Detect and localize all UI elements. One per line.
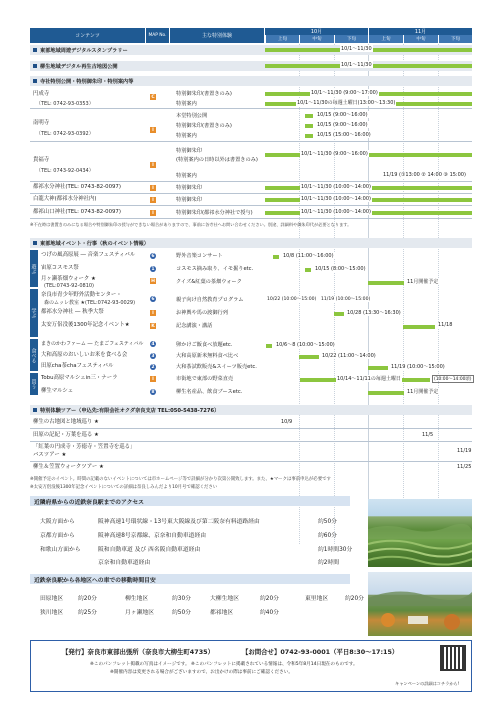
period-text: 10/1〜11/30 (10:00〜14:00) (301, 209, 371, 215)
autumn-hills-photo (368, 572, 472, 636)
access-route: 阪和自動車道 及び 西名阪自動車道経由 (98, 547, 201, 553)
period-bar (305, 134, 313, 138)
event-label: (特別案内の日時以外は書置きのみ) (176, 157, 258, 163)
row-divider (30, 193, 472, 194)
map-badge: I (150, 185, 156, 191)
period-bar (403, 325, 435, 329)
event-label: 大和茶試飲販売&スイーツ販売etc. (176, 364, 257, 370)
event-label: お神輿や馬の渡御行列 (176, 310, 228, 316)
header-period: 上旬 (265, 35, 299, 43)
area-time: 約50分 (172, 610, 191, 616)
period-text: 10/6〜8 (10:00〜15:00) (276, 342, 335, 348)
event-label: 特別案内 (176, 101, 197, 107)
event-section-title: 東部地域イベント・行事（秋のイベント情報） (30, 238, 472, 248)
event-name: 宙原コスモス祭 (41, 265, 79, 271)
row-divider (30, 218, 472, 219)
contact-text: 【お問合せ】0742-93-0001（平日8:30〜17:15） (242, 648, 399, 656)
row-divider (30, 141, 472, 142)
area-time: 約40分 (260, 610, 279, 616)
event-label: 特別御朱印(都祁水分神社で授与) (176, 210, 253, 216)
map-badge: 6 (151, 253, 155, 259)
area-name: 柳生地区 (125, 596, 149, 602)
event-label: 大和高原新米無料食べ比べ (176, 353, 239, 359)
row-divider (30, 181, 472, 182)
temple-name: 円成寺 (33, 91, 50, 97)
event-name: まきのかわファーム ― たまごフェスティバル (41, 341, 144, 347)
event-label: 特別御朱印 (176, 148, 202, 154)
grid-line (334, 44, 335, 544)
event-label: 本堂特別公開 (176, 113, 208, 119)
shrine-name: 都祁水分神社(TEL: 0743-82-0097) (33, 184, 121, 190)
header-map-no: MAP No. (146, 28, 169, 43)
old-map-row: 柳生地域デジタル再生古地図公開 (30, 61, 472, 71)
header-period: 中旬 (299, 35, 334, 43)
stamp-rally-row: 東部地域周遊デジタルスタンプラリー (30, 45, 472, 55)
map-badge: 2 (151, 364, 155, 370)
area-name: 大柳生地区 (210, 596, 239, 602)
access-from: 京都方面から (40, 533, 75, 539)
period-text: 11/5 (422, 432, 434, 438)
footnote: ※太安万侶没後1300年記念イベントについての詳細は奈良しみんだより10月号で確認ください (30, 485, 218, 490)
row-divider (30, 428, 472, 429)
row-divider (30, 441, 472, 442)
temple-section-title: 寺社特別公開・特別御朱印・特別案内等 (30, 76, 472, 86)
event-label: 特別御朱印(書置きのみ) (176, 91, 232, 97)
area-name: 田原地区 (40, 596, 64, 602)
area-name: 月ヶ瀬地区 (125, 610, 154, 616)
map-badge: I (150, 162, 156, 168)
event-label: 特別御朱印 (176, 197, 202, 203)
period-text: 10/22 (10:00〜15:00) 11/19 (10:00〜15:00) (267, 297, 371, 302)
map-badge: I (150, 210, 156, 216)
header-nov: 11月 (369, 28, 472, 35)
access-title: 近隣府県からの近鉄奈良駅までのアクセス (30, 496, 350, 506)
period-text: 10/8 (11:00〜16:00) (283, 253, 334, 259)
period-text: 11/25 (457, 464, 472, 470)
map-badge: 6 (151, 296, 155, 302)
access-time: 約1時間30分 (318, 547, 353, 553)
qr-code[interactable] (440, 645, 466, 671)
map-badge: I (150, 197, 156, 203)
event-name: 田原cha茶chaフェスティバル (41, 363, 114, 369)
access2-title: 近鉄奈良駅から各地区への車での移動時間目安 (30, 574, 350, 584)
event-label: 特別御朱印 (176, 185, 202, 191)
period-text: 10/1〜11/30 (10:00〜14:00) (301, 184, 371, 190)
issuer-text: 【発行】奈良市東部出張所（奈良市大柳生町4735） (62, 648, 214, 656)
tour-name: 「紅葉の円成寺・芳徳寺・笠置寺を巡る」 (33, 444, 136, 450)
period-text: 10/15 (8:00〜15:00) (315, 266, 366, 272)
area-time: 約20分 (78, 596, 97, 602)
period-text: 10/1〜11/30 (341, 46, 372, 52)
event-label: 記念講演・講話 (176, 323, 213, 329)
category-buy: 買う (30, 373, 38, 395)
map-badge: 8 (151, 389, 155, 395)
area-time: 約30分 (172, 596, 191, 602)
temple-name: 南明寺 (33, 120, 50, 126)
period-text: 10/1〜11/30の毎週土曜日(13:00〜13:30) (297, 100, 396, 106)
tour-name: 柳生の古地図と地域巡り ★ (33, 419, 99, 425)
header-oct: 10月 (265, 28, 368, 35)
row-divider (30, 108, 472, 109)
period-bar (334, 312, 344, 316)
header-period: 下旬 (438, 35, 472, 43)
temple-note: ※不在時は書置きのみになる場合や特別御朱印の授与ができない場合がありますので、事前に各寺社へお問い合わせください。別途、詳細料や御朱印代が必要となります。 (30, 222, 352, 227)
period-bar (368, 366, 388, 370)
period-text: 11/19 (①13:00 ② 14:00 ③ 15:00) (383, 172, 466, 178)
event-label: 卵かけご飯食べ放題etc. (176, 342, 233, 348)
access-from: 大阪方面から (40, 519, 75, 525)
footnote: ※開催予定のイベント。時間の記載のないイベントについては市ホームページ等で詳細が分かり次第公開致します。また、★マークは事前申込が必要です (30, 477, 331, 482)
map-badge: H (151, 278, 155, 284)
event-name: 大和高原のおいしいお米を食べる会 (41, 352, 128, 358)
header-period: 下旬 (334, 35, 368, 43)
event-name: 太安万侶没後1300年記念イベント★ (41, 322, 130, 328)
map-badge: K (151, 323, 155, 329)
period-text: 10/1〜11/30 (9:00〜16:00) (301, 151, 368, 157)
access-time: 約50分 (318, 519, 337, 525)
header-period: 上旬 (368, 35, 403, 43)
period-text: 10/1〜11/30 (9:00〜17:00) (311, 90, 378, 96)
category-play: 遊ぶ (30, 250, 38, 287)
footer-note: ※このパンフレット掲載の写真はイメージです。 ※このパンフレットに掲載されている情報は、令和5年8月14日現在のものです。 (90, 662, 358, 667)
area-name: 東里地区 (305, 596, 329, 602)
map-badge: I (150, 127, 156, 133)
tour-name: バスツアー ★ (33, 452, 67, 458)
period-bar (305, 124, 313, 128)
temple-name: 貴福寺 (33, 157, 50, 163)
area-time: 約20分 (260, 596, 279, 602)
event-tel: 森のムッレ教室 ★(TEL:0742-93-0029) (44, 300, 136, 306)
category-learn: 学ぶ (30, 289, 38, 337)
event-label: 市街地で東部の野菜直売 (176, 376, 234, 382)
event-name: 柳生マルシェ (41, 388, 74, 394)
shrine-name: 白龍大神(都祁水分神社内) (33, 196, 97, 202)
period-bar (305, 114, 313, 118)
period-text: 10/15 (9:00〜16:00) (317, 122, 368, 128)
temple-tel: （TEL: 0742-93-0392） (36, 131, 94, 137)
period-text: 11月開催予定 (407, 279, 439, 285)
event-label: 柳生名産品、飲食ブースetc. (176, 389, 243, 395)
event-name: つげの風高原展 ― 音楽フェスティバル (41, 252, 136, 258)
period-bar (266, 344, 272, 348)
tour-name: 柳生＆笠置ウォークツアー ★ (33, 464, 104, 470)
area-time: 約25分 (78, 610, 97, 616)
temple-tel: （TEL: 0743-92-0434） (36, 168, 94, 174)
access-from: 和歌山方面から (40, 547, 81, 553)
access-route: 京奈和自動車道経由 (98, 560, 151, 566)
period-extra: (10:00〜14:00頃) (434, 377, 472, 382)
period-text: 10/28 (13:30〜16:30) (347, 310, 401, 316)
grid-line (368, 44, 369, 544)
category-eat: 食べる (30, 339, 38, 371)
row-divider (30, 205, 472, 206)
period-text: 10/15 (15:00〜16:00) (317, 132, 371, 138)
map-badge: 1 (151, 266, 155, 272)
period-bar (273, 255, 279, 259)
map-badge: C (151, 94, 155, 100)
footer-note: ※開催内容は変更される場合がございますので、お出かけの際は事前にご確認ください。 (110, 670, 293, 675)
grid-line (438, 44, 439, 544)
shrine-name: 都祁山口神社(TEL: 0743-82-0097) (33, 209, 121, 215)
event-label: 親子向け自然教育プログラム (176, 297, 244, 303)
event-name: 奈良市青少年野外活動センター・ (41, 292, 122, 298)
period-text: 10/14〜11/11の毎週土曜日 (337, 376, 401, 382)
period-text: 10/22 (11:00〜14:00) (322, 353, 376, 359)
event-label: 特別御朱印(書置きのみ) (176, 123, 232, 129)
period-bar (368, 281, 404, 285)
period-text: 10/1〜11/30 (10:00〜14:00) (301, 196, 371, 202)
period-text: 11月開催予定 (407, 389, 439, 395)
access-route: 阪神高速1号環状線・13号東大阪線及び第二阪奈有料道路経由 (98, 519, 260, 525)
access-time: 約60分 (318, 533, 337, 539)
tour-section-title: 特別体験ツアー（申込先:有限会社オクダ奈良支店 TEL:050-5438-7276） (30, 405, 472, 415)
grid-line (403, 44, 404, 544)
event-label: コスモス摘み取り、イモ掘りetc. (176, 266, 254, 272)
header-period: 中旬 (403, 35, 438, 43)
period-text: 11/19 (457, 448, 472, 454)
period-text: 11/18 (438, 322, 453, 328)
period-bar (299, 355, 319, 359)
event-label: クイズ&紅葉の茶畑ウォーク (176, 279, 242, 285)
access-time: 約2時間 (318, 560, 340, 566)
area-name: 都祁地区 (210, 610, 234, 616)
event-label: 特別案内 (176, 173, 197, 179)
period-text: 10/1〜11/30 (341, 62, 372, 68)
event-label: 特別案内 (176, 133, 197, 139)
tour-name: 田原の記紀・万葉を巡る ★ (33, 432, 99, 438)
period-bar (368, 391, 404, 395)
header-main-event: 主な特別体験 (170, 28, 264, 43)
period-text: 10/9 (281, 419, 293, 425)
access-route: 阪神高速8号京都線、京奈和自動車道経由 (98, 533, 207, 539)
event-name: 月ヶ瀬茶畑ウォーク ★ (41, 276, 96, 282)
map-badge: I (150, 310, 156, 316)
event-name: Tobu高原マルシェin三・ナーラ (41, 375, 118, 381)
row-divider (30, 461, 472, 462)
header-contents: コンテンツ (30, 28, 145, 43)
qr-caption: キャンペーンの詳細はコチラから! (395, 681, 460, 686)
temple-tel: （TEL: 0742-93-0353） (36, 101, 94, 107)
tea-field-photo (368, 499, 472, 567)
area-name: 狭川地区 (40, 610, 64, 616)
event-tel: (TEL:0743-92-0810) (44, 283, 95, 289)
period-text: 10/15 (9:00〜16:00) (317, 112, 368, 118)
area-time: 約20分 (345, 596, 364, 602)
event-name: 都祁水分神社 ― 秋季大祭 (41, 309, 104, 315)
map-badge: 3 (151, 353, 155, 359)
period-bar (305, 268, 311, 272)
period-text: 11/19 (10:00〜15:00) (391, 364, 445, 370)
map-badge: I (150, 376, 156, 382)
map-badge: 4 (151, 341, 155, 347)
event-label: 野外音楽コンサート (176, 253, 223, 259)
grid-line (299, 44, 300, 544)
